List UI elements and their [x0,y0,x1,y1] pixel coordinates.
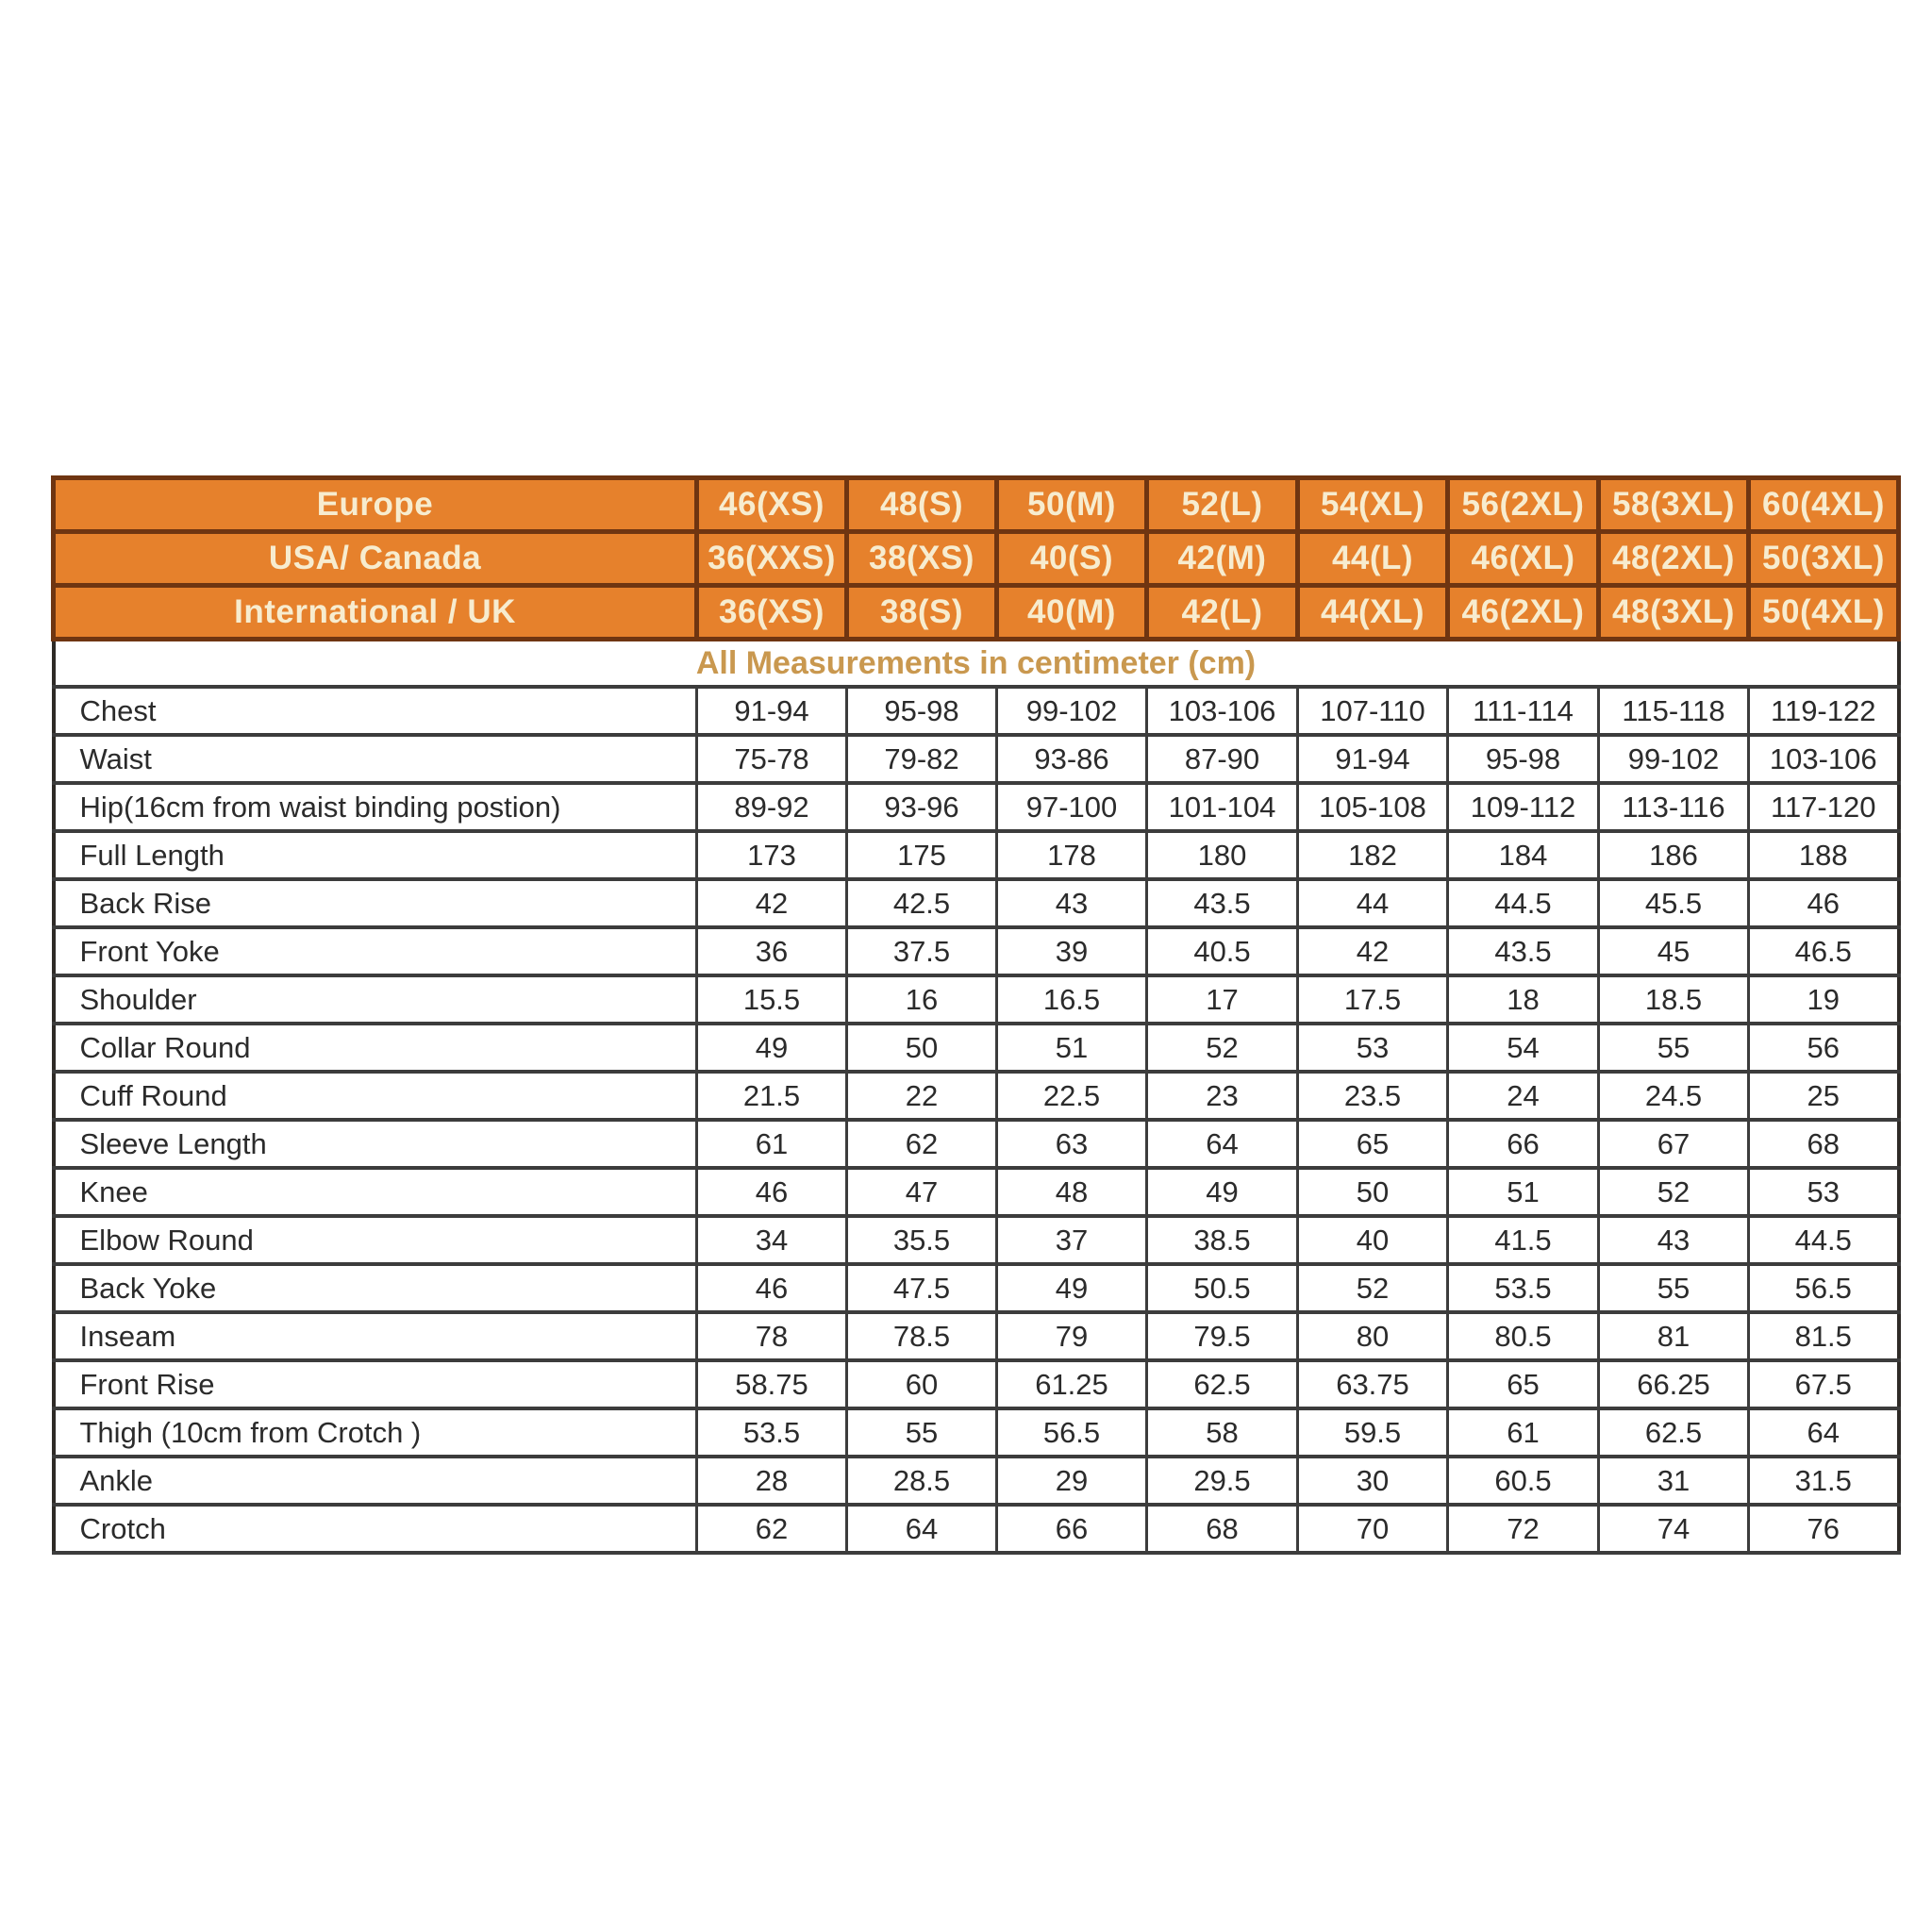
measurement-value: 18 [1448,975,1599,1024]
measurement-value: 45 [1599,927,1749,975]
measurement-value: 23 [1147,1072,1298,1120]
measurement-value: 25 [1749,1072,1899,1120]
size-cell: 44(XL) [1298,586,1448,640]
measurement-label: Sleeve Length [54,1120,697,1168]
measurement-value: 50 [1298,1168,1448,1216]
measurement-value: 182 [1298,831,1448,879]
measurement-value: 79 [997,1312,1147,1360]
size-system-label: International / UK [54,586,697,640]
measurement-label: Collar Round [54,1024,697,1072]
measurement-value: 18.5 [1599,975,1749,1024]
measurement-value: 79.5 [1147,1312,1298,1360]
measurement-value: 93-86 [997,735,1147,783]
measurement-value: 91-94 [1298,735,1448,783]
measurement-value: 47 [847,1168,997,1216]
measurement-value: 52 [1298,1264,1448,1312]
measurement-value: 58 [1147,1408,1298,1457]
measurement-label: Chest [54,687,697,735]
size-cell: 36(XXS) [697,532,847,586]
measurement-value: 109-112 [1448,783,1599,831]
measurement-value: 30 [1298,1457,1448,1505]
size-system-label: Europe [54,478,697,532]
measurement-value: 28 [697,1457,847,1505]
measurement-value: 95-98 [847,687,997,735]
measurement-value: 56 [1749,1024,1899,1072]
measurement-row [54,783,1899,831]
measurement-value: 68 [1147,1505,1298,1553]
measurement-value: 67.5 [1749,1360,1899,1408]
size-cell: 46(XL) [1448,532,1599,586]
size-cell: 52(L) [1147,478,1298,532]
measurement-value: 64 [847,1505,997,1553]
size-system-row [54,532,1899,586]
measurement-value: 180 [1147,831,1298,879]
measurement-label: Inseam [54,1312,697,1360]
measurement-value: 22.5 [997,1072,1147,1120]
measurement-label: Back Yoke [54,1264,697,1312]
measurement-value: 17.5 [1298,975,1448,1024]
measurement-value: 60 [847,1360,997,1408]
measurement-value: 39 [997,927,1147,975]
measurement-value: 58.75 [697,1360,847,1408]
measurement-value: 117-120 [1749,783,1899,831]
measurement-row [54,1457,1899,1505]
measurement-value: 40 [1298,1216,1448,1264]
measurement-unit-note: All Measurements in centimeter (cm) [54,640,1899,688]
measurement-row [54,1408,1899,1457]
measurement-value: 79-82 [847,735,997,783]
measurement-value: 51 [1448,1168,1599,1216]
measurement-value: 28.5 [847,1457,997,1505]
measurement-value: 65 [1448,1360,1599,1408]
measurement-value: 24.5 [1599,1072,1749,1120]
measurement-label: Crotch [54,1505,697,1553]
measurement-value: 63 [997,1120,1147,1168]
measurement-value: 49 [697,1024,847,1072]
measurement-row [54,1360,1899,1408]
measurement-value: 43.5 [1147,879,1298,927]
measurement-value: 15.5 [697,975,847,1024]
size-system-row [54,478,1899,532]
measurement-value: 64 [1749,1408,1899,1457]
measurement-row [54,975,1899,1024]
measurement-value: 99-102 [1599,735,1749,783]
measurement-value: 48 [997,1168,1147,1216]
measurement-label: Waist [54,735,697,783]
measurement-value: 61 [697,1120,847,1168]
size-cell: 50(M) [997,478,1147,532]
measurement-value: 52 [1599,1168,1749,1216]
size-cell: 44(L) [1298,532,1448,586]
measurement-value: 119-122 [1749,687,1899,735]
measurement-value: 80.5 [1448,1312,1599,1360]
measurement-value: 62 [847,1120,997,1168]
measurement-value: 72 [1448,1505,1599,1553]
measurement-value: 21.5 [697,1072,847,1120]
measurement-label: Thigh (10cm from Crotch ) [54,1408,697,1457]
size-cell: 50(3XL) [1749,532,1899,586]
measurement-value: 93-96 [847,783,997,831]
size-system-row [54,586,1899,640]
measurement-row [54,831,1899,879]
measurement-value: 17 [1147,975,1298,1024]
measurement-value: 175 [847,831,997,879]
measurement-value: 111-114 [1448,687,1599,735]
measurement-value: 36 [697,927,847,975]
measurement-row [54,879,1899,927]
size-cell: 46(XS) [697,478,847,532]
measurement-unit-row [54,640,1899,688]
measurement-value: 50.5 [1147,1264,1298,1312]
measurement-value: 95-98 [1448,735,1599,783]
size-cell: 46(2XL) [1448,586,1599,640]
measurement-value: 59.5 [1298,1408,1448,1457]
measurement-value: 43.5 [1448,927,1599,975]
measurement-value: 55 [847,1408,997,1457]
measurement-value: 61.25 [997,1360,1147,1408]
size-cell: 42(M) [1147,532,1298,586]
measurement-row [54,687,1899,735]
measurement-label: Elbow Round [54,1216,697,1264]
measurement-value: 51 [997,1024,1147,1072]
size-cell: 50(4XL) [1749,586,1899,640]
measurement-value: 105-108 [1298,783,1448,831]
measurement-value: 49 [997,1264,1147,1312]
measurement-value: 41.5 [1448,1216,1599,1264]
measurement-row [54,735,1899,783]
measurement-value: 65 [1298,1120,1448,1168]
measurement-value: 62.5 [1599,1408,1749,1457]
measurement-value: 44.5 [1448,879,1599,927]
measurement-row [54,1072,1899,1120]
size-cell: 38(S) [847,586,997,640]
size-cell: 54(XL) [1298,478,1448,532]
size-cell: 36(XS) [697,586,847,640]
measurement-value: 115-118 [1599,687,1749,735]
measurement-value: 61 [1448,1408,1599,1457]
measurement-value: 89-92 [697,783,847,831]
measurement-value: 91-94 [697,687,847,735]
measurement-value: 66 [997,1505,1147,1553]
measurement-label: Front Rise [54,1360,697,1408]
measurement-value: 103-106 [1749,735,1899,783]
measurement-row [54,1312,1899,1360]
measurement-value: 52 [1147,1024,1298,1072]
measurement-value: 43 [997,879,1147,927]
size-cell: 58(3XL) [1599,478,1749,532]
measurement-value: 78.5 [847,1312,997,1360]
measurement-value: 67 [1599,1120,1749,1168]
measurement-label: Back Rise [54,879,697,927]
measurement-value: 64 [1147,1120,1298,1168]
measurement-value: 78 [697,1312,847,1360]
measurement-value: 53.5 [697,1408,847,1457]
size-cell: 40(S) [997,532,1147,586]
measurement-row [54,1024,1899,1072]
measurement-label: Ankle [54,1457,697,1505]
measurement-row [54,1168,1899,1216]
measurement-label: Hip(16cm from waist binding postion) [54,783,697,831]
measurement-value: 31.5 [1749,1457,1899,1505]
measurement-value: 60.5 [1448,1457,1599,1505]
measurement-value: 23.5 [1298,1072,1448,1120]
measurement-value: 97-100 [997,783,1147,831]
measurement-value: 19 [1749,975,1899,1024]
size-chart-table [51,475,1901,1555]
measurement-value: 113-116 [1599,783,1749,831]
measurement-row [54,1264,1899,1312]
size-cell: 48(S) [847,478,997,532]
measurement-value: 62 [697,1505,847,1553]
size-cell: 38(XS) [847,532,997,586]
measurement-value: 70 [1298,1505,1448,1553]
measurement-rows [54,687,1899,1553]
measurement-value: 53 [1749,1168,1899,1216]
measurement-value: 178 [997,831,1147,879]
measurement-value: 184 [1448,831,1599,879]
measurement-value: 99-102 [997,687,1147,735]
size-cell: 48(3XL) [1599,586,1749,640]
measurement-value: 44 [1298,879,1448,927]
measurement-value: 42 [1298,927,1448,975]
measurement-value: 50 [847,1024,997,1072]
measurement-value: 188 [1749,831,1899,879]
measurement-value: 81 [1599,1312,1749,1360]
measurement-value: 34 [697,1216,847,1264]
size-system-label: USA/ Canada [54,532,697,586]
measurement-value: 46 [697,1264,847,1312]
measurement-value: 53 [1298,1024,1448,1072]
measurement-value: 55 [1599,1024,1749,1072]
size-cell: 56(2XL) [1448,478,1599,532]
measurement-label: Knee [54,1168,697,1216]
measurement-value: 29 [997,1457,1147,1505]
measurement-row [54,927,1899,975]
measurement-value: 22 [847,1072,997,1120]
measurement-value: 107-110 [1298,687,1448,735]
size-cell: 40(M) [997,586,1147,640]
measurement-value: 87-90 [1147,735,1298,783]
measurement-value: 47.5 [847,1264,997,1312]
size-cell: 60(4XL) [1749,478,1899,532]
size-cell: 42(L) [1147,586,1298,640]
measurement-value: 42 [697,879,847,927]
measurement-value: 29.5 [1147,1457,1298,1505]
measurement-value: 76 [1749,1505,1899,1553]
size-cell: 48(2XL) [1599,532,1749,586]
measurement-value: 81.5 [1749,1312,1899,1360]
measurement-value: 38.5 [1147,1216,1298,1264]
measurement-value: 55 [1599,1264,1749,1312]
measurement-value: 44.5 [1749,1216,1899,1264]
measurement-value: 68 [1749,1120,1899,1168]
measurement-value: 43 [1599,1216,1749,1264]
measurement-label: Shoulder [54,975,697,1024]
measurement-value: 62.5 [1147,1360,1298,1408]
measurement-value: 75-78 [697,735,847,783]
size-chart-container [51,475,1898,1555]
measurement-value: 16.5 [997,975,1147,1024]
measurement-value: 40.5 [1147,927,1298,975]
measurement-value: 46.5 [1749,927,1899,975]
measurement-value: 42.5 [847,879,997,927]
measurement-value: 103-106 [1147,687,1298,735]
measurement-row [54,1120,1899,1168]
measurement-value: 35.5 [847,1216,997,1264]
measurement-value: 66.25 [1599,1360,1749,1408]
measurement-value: 186 [1599,831,1749,879]
measurement-label: Full Length [54,831,697,879]
measurement-label: Front Yoke [54,927,697,975]
measurement-value: 45.5 [1599,879,1749,927]
measurement-value: 16 [847,975,997,1024]
measurement-value: 46 [697,1168,847,1216]
measurement-value: 54 [1448,1024,1599,1072]
measurement-value: 63.75 [1298,1360,1448,1408]
header-rows [54,478,1899,640]
measurement-row [54,1216,1899,1264]
measurement-value: 173 [697,831,847,879]
measurement-value: 31 [1599,1457,1749,1505]
measurement-value: 49 [1147,1168,1298,1216]
measurement-row [54,1505,1899,1553]
measurement-value: 56.5 [1749,1264,1899,1312]
measurement-value: 24 [1448,1072,1599,1120]
measurement-value: 37.5 [847,927,997,975]
measurement-value: 74 [1599,1505,1749,1553]
measurement-label: Cuff Round [54,1072,697,1120]
measurement-value: 66 [1448,1120,1599,1168]
measurement-value: 37 [997,1216,1147,1264]
measurement-value: 53.5 [1448,1264,1599,1312]
measurement-value: 80 [1298,1312,1448,1360]
measurement-value: 101-104 [1147,783,1298,831]
measurement-value: 56.5 [997,1408,1147,1457]
measurement-value: 46 [1749,879,1899,927]
